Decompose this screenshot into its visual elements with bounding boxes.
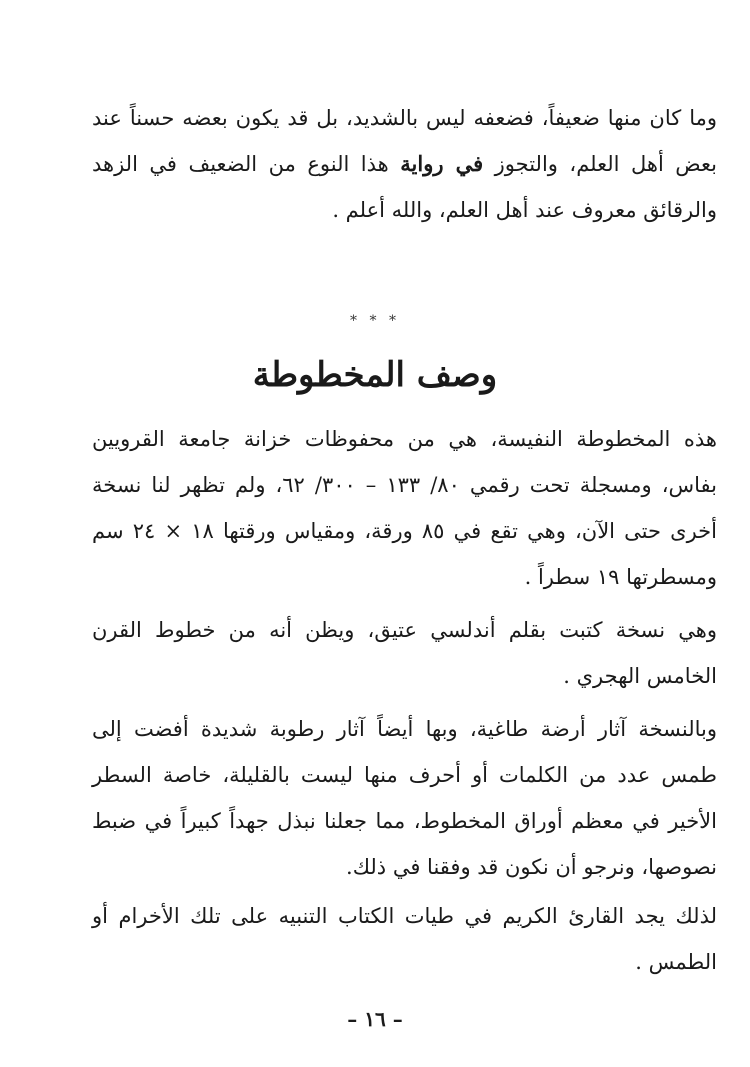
- paragraph-manuscript-damage: [92, 706, 717, 890]
- intro-text-end: هذا النوع من الضعيف في الزهد والرقائق معروف عند أهل العلم، والله أعلم .: [92, 152, 717, 222]
- section-divider-asterisks: * * *: [350, 313, 400, 329]
- paragraph-text: هذه المخطوطة النفيسة، هي من محفوظات خزانة جامعة القرويين بفاس، ومسجلة تحت رقمي ٨٠/ ١٣٣ – ٣٠٠/ ٦٢، ولم تظهر لنا نسخة أخرى حتى الآن، وهي تقع في ٨٥ ورقة، ومقياس ورقتها ١٨ × ٢٤ سم ومسطرتها ١٩ سطراً .: [92, 427, 717, 589]
- page-number: – ١٦ –: [347, 1007, 403, 1031]
- section-title: وصف المخطوطة: [252, 355, 498, 395]
- intro-paragraph: [92, 95, 717, 233]
- paragraph-manuscript-script: [92, 607, 717, 699]
- paragraph-reader-note: [92, 893, 717, 985]
- intro-emphasis: في رواية: [400, 151, 484, 176]
- paragraph-manuscript-location: [92, 416, 717, 600]
- intro-text-start: وما كان منها ضعيفاً، فضعفه ليس بالشديد، بل قد يكون بعضه حسناً عند بعض أهل العلم، والتجوز: [92, 106, 718, 176]
- paragraph-text: وبالنسخة آثار أرضة طاغية، وبها أيضاً آثار رطوبة شديدة أفضت إلى طمس عدد من الكلمات أو أحرف منها ليست بالقليلة، خاصة السطر الأخير في معظم أوراق المخطوط، مما جعلنا نبذل جهداً كبيراً في ضبط نصوصها، ونرجو أن نكون قد وفقنا في ذلك.: [92, 717, 717, 879]
- paragraph-text: لذلك يجد القارئ الكريم في طيات الكتاب التنبيه على تلك الأخرام أو الطمس .: [92, 904, 717, 974]
- paragraph-text: وهي نسخة كتبت بقلم أندلسي عتيق، ويظن أنه من خطوط القرن الخامس الهجري .: [92, 618, 717, 688]
